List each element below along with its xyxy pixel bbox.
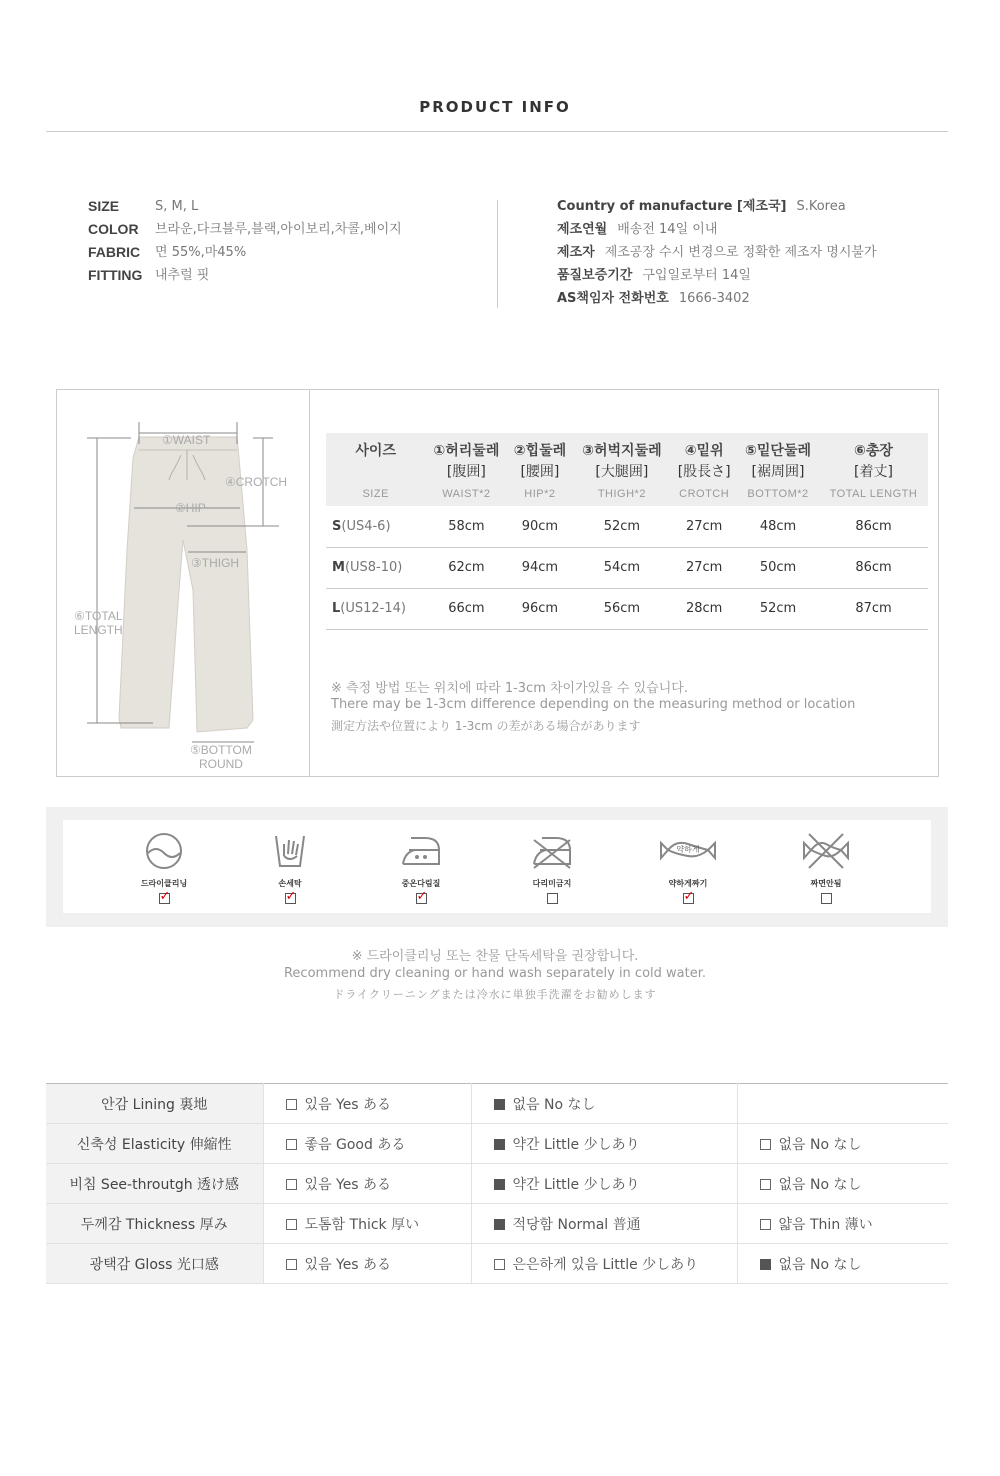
info-row-size <box>88 195 402 218</box>
care-label: 다리미금지 <box>532 879 572 888</box>
attr-option <box>737 1164 948 1204</box>
measure-note-ko: ※ 측정 방법 또는 위치에 따라 1-3cm 차이가있을 수 있습니다. <box>331 681 688 696</box>
header-cell: [大腿囲] <box>595 464 649 480</box>
info-key: AS책임자 전화번호 <box>557 291 669 306</box>
info-value: 제조공장 수시 변경으로 정확한 제조자 명시불가 <box>604 245 877 260</box>
header-cell: ④밑위 <box>684 443 724 459</box>
attr-row-elasticity <box>46 1124 948 1164</box>
care-item-wring-gently <box>653 830 723 908</box>
attr-row-see-through <box>46 1164 948 1204</box>
info-row-date <box>557 218 877 241</box>
option-checkbox <box>494 1099 505 1110</box>
header-cell: ③허벅지둘레 <box>582 443 662 459</box>
info-row-fitting <box>88 264 402 287</box>
option-text: 있음 Yes ある <box>304 1096 392 1113</box>
wash-note-en: Recommend dry cleaning or hand wash separately in cold water. <box>283 966 706 981</box>
care-item-no-wring <box>791 830 861 908</box>
header-cell: [腰囲] <box>520 464 560 480</box>
care-checkbox <box>547 893 558 904</box>
care-item-hand-wash <box>255 830 325 908</box>
info-row-color <box>88 218 402 241</box>
label-bottom <box>190 743 252 771</box>
size-us: (US12-14) <box>340 601 406 616</box>
size-name: M <box>332 560 345 575</box>
option-text: 없음 No なし <box>512 1096 596 1113</box>
care-label: 약하게짜기 <box>668 879 708 888</box>
value-cell: 62cm <box>425 547 507 588</box>
header-cell: BOTTOM*2 <box>747 488 809 500</box>
info-value: 구입일로부터 14일 <box>642 268 751 283</box>
fabric-attribute-table <box>46 1083 948 1284</box>
care-checkbox <box>683 893 694 904</box>
page-title: PRODUCT INFO <box>419 98 571 116</box>
info-key: FITTING <box>88 267 143 283</box>
attr-option <box>471 1124 737 1164</box>
attr-option <box>471 1084 737 1124</box>
value-cell: 86cm <box>819 506 928 547</box>
table-row <box>326 588 928 629</box>
size-table-header-cjk <box>326 460 928 482</box>
size-cell <box>326 506 425 547</box>
value-cell: 54cm <box>573 547 672 588</box>
header-cell: ①허리둘레 <box>433 443 500 459</box>
value-cell: 96cm <box>507 588 572 629</box>
info-key: 제조자 <box>557 245 595 260</box>
attr-option <box>263 1204 471 1244</box>
header-cell: ⑤밑단둘레 <box>745 443 811 459</box>
option-text: 있음 Yes ある <box>304 1176 392 1193</box>
option-text: 은은하게 있음 Little 少しあり <box>512 1256 699 1273</box>
attr-label: 두께감 Thickness 厚み <box>46 1204 263 1244</box>
hand-wash-icon <box>269 830 311 872</box>
measure-note-en: There may be 1-3cm difference depending on the measuring method or location <box>331 697 856 712</box>
attr-label: 광택감 Gloss 光口感 <box>46 1244 263 1284</box>
option-text: 없음 No なし <box>778 1136 862 1153</box>
pants-illustration <box>57 410 310 776</box>
value-cell: 56cm <box>573 588 672 629</box>
info-row-fabric <box>88 241 402 264</box>
info-key: Country of manufacture [제조국] <box>557 199 787 214</box>
attr-option <box>737 1244 948 1284</box>
value-cell: 94cm <box>507 547 572 588</box>
info-key: FABRIC <box>88 244 141 260</box>
attr-row-lining <box>46 1084 948 1124</box>
header-cell: ⑥총장 <box>854 443 893 459</box>
care-item-dry-clean <box>129 830 199 908</box>
attr-label: 신축성 Elasticity 伸縮性 <box>46 1124 263 1164</box>
care-item-iron <box>386 830 456 908</box>
option-checkbox <box>760 1259 771 1270</box>
attr-option <box>737 1124 948 1164</box>
header-cell: WAIST*2 <box>442 488 491 500</box>
care-label: 짜면안됨 <box>810 879 842 888</box>
wash-note-ko: ※ 드라이클리닝 또는 찬물 단독세탁을 권장합니다. <box>351 949 639 964</box>
option-text: 약간 Little 少しあり <box>512 1136 640 1153</box>
size-table <box>326 433 928 630</box>
label-bottom-2: ROUND <box>198 757 243 771</box>
option-text: 없음 No なし <box>778 1176 862 1193</box>
dry-clean-icon <box>143 830 185 872</box>
info-value: 면 55%,마45% <box>155 245 247 260</box>
label-total <box>74 609 123 637</box>
option-checkbox <box>494 1179 505 1190</box>
info-row-country <box>557 195 877 218</box>
header-cell <box>326 460 425 482</box>
value-cell: 66cm <box>425 588 507 629</box>
header-cell: [着丈] <box>854 464 893 480</box>
attr-option <box>737 1204 948 1244</box>
pants-diagram <box>57 390 310 776</box>
info-key: 품질보증기간 <box>557 268 633 283</box>
value-cell: 48cm <box>737 506 819 547</box>
value-cell: 58cm <box>425 506 507 547</box>
size-name: L <box>332 601 341 616</box>
attr-option <box>471 1164 737 1204</box>
info-left-panel <box>88 195 402 287</box>
option-checkbox <box>286 1259 297 1270</box>
value-cell: 52cm <box>737 588 819 629</box>
care-checkbox <box>285 893 296 904</box>
option-checkbox <box>286 1219 297 1230</box>
label-total-2: LENGTH <box>74 623 123 637</box>
label-thigh: ③THIGH <box>191 556 240 570</box>
attr-option <box>471 1204 737 1244</box>
size-us: (US4-6) <box>341 518 391 534</box>
attr-option <box>471 1244 737 1284</box>
title-divider <box>46 131 948 132</box>
header-cell: [裾周囲] <box>751 464 805 480</box>
size-us: (US8-10) <box>344 560 403 575</box>
info-divider <box>497 200 498 308</box>
no-iron-icon <box>530 830 574 872</box>
attr-option <box>263 1244 471 1284</box>
info-right-panel <box>557 195 877 310</box>
label-total-1: ⑥TOTAL <box>74 609 123 623</box>
option-checkbox <box>286 1099 297 1110</box>
option-text: 없음 No なし <box>778 1256 862 1273</box>
header-cell: SIZE <box>362 488 389 500</box>
option-text: 약간 Little 少しあり <box>512 1176 640 1193</box>
option-text: 좋음 Good ある <box>304 1136 406 1153</box>
value-cell: 27cm <box>671 506 737 547</box>
header-cell: HIP*2 <box>524 488 556 500</box>
info-value: S.Korea <box>796 199 846 214</box>
value-cell: 87cm <box>819 588 928 629</box>
wring-gently-icon <box>658 830 718 872</box>
care-label: 손세탁 <box>278 879 302 888</box>
option-checkbox <box>760 1139 771 1150</box>
attr-option <box>263 1164 471 1204</box>
size-name: S <box>332 518 342 534</box>
option-text: 도톰함 Thick 厚い <box>304 1216 420 1233</box>
info-key: SIZE <box>88 198 120 214</box>
table-row <box>326 547 928 588</box>
table-row <box>326 506 928 547</box>
header-cell: 사이즈 <box>355 443 396 459</box>
size-table-header-en <box>326 482 928 506</box>
option-checkbox <box>760 1219 771 1230</box>
label-bottom-1: ⑤BOTTOM <box>190 743 252 757</box>
size-cell <box>326 588 425 629</box>
label-waist: ①WAIST <box>162 433 211 447</box>
info-key: 제조연월 <box>557 222 608 237</box>
no-wring-icon <box>801 830 851 872</box>
iron-medium-icon <box>399 830 443 872</box>
header-cell: THIGH*2 <box>597 488 646 500</box>
header-cell: [腹囲] <box>446 464 486 480</box>
header-cell: ②힙둘레 <box>513 443 567 459</box>
option-text: 있음 Yes ある <box>304 1256 392 1273</box>
care-item-no-iron <box>517 830 587 908</box>
attr-option <box>263 1084 471 1124</box>
attr-label: 비침 See-throutgh 透け感 <box>46 1164 263 1204</box>
info-row-as-phone <box>557 287 877 310</box>
wash-note-jp: ドライクリーニングまたは冷水に単独手洗濯をお勧めします <box>333 988 657 1001</box>
info-key: COLOR <box>88 221 139 237</box>
option-text: 얇음 Thin 薄い <box>778 1216 873 1233</box>
info-row-maker <box>557 241 877 264</box>
care-icons <box>63 820 931 913</box>
label-hip: ②HIP <box>175 501 206 515</box>
attr-label: 안감 Lining 裏地 <box>46 1084 263 1124</box>
attr-row-thickness <box>46 1204 948 1244</box>
option-checkbox <box>760 1179 771 1190</box>
option-checkbox <box>286 1139 297 1150</box>
attr-row-gloss <box>46 1244 948 1284</box>
svg-text:약하게: 약하게 <box>676 845 700 854</box>
value-cell: 86cm <box>819 547 928 588</box>
label-crotch: ④CROTCH <box>225 475 288 489</box>
care-label: 중온다림질 <box>401 879 441 888</box>
care-panel <box>46 807 948 927</box>
value-cell: 90cm <box>507 506 572 547</box>
info-value: 배송전 14일 이내 <box>617 222 718 237</box>
care-checkbox <box>416 893 427 904</box>
size-cell <box>326 547 425 588</box>
attr-option <box>263 1124 471 1164</box>
care-checkbox <box>821 893 832 904</box>
option-checkbox <box>494 1259 505 1270</box>
info-value: 내추럴 핏 <box>155 268 210 283</box>
option-text: 적당함 Normal 普通 <box>512 1216 641 1233</box>
value-cell: 50cm <box>737 547 819 588</box>
header-cell: TOTAL LENGTH <box>829 488 918 500</box>
care-checkbox <box>159 893 170 904</box>
size-chart-box <box>56 389 939 777</box>
value-cell: 52cm <box>573 506 672 547</box>
info-row-warranty <box>557 264 877 287</box>
attr-option-empty <box>737 1084 948 1124</box>
option-checkbox <box>286 1179 297 1190</box>
size-table-header-ko <box>326 433 928 460</box>
value-cell: 28cm <box>671 588 737 629</box>
info-value: 1666-3402 <box>678 291 750 306</box>
info-value: S, M, L <box>155 199 199 214</box>
header-cell: [股長さ] <box>677 464 731 480</box>
measure-note-jp: 測定方法や位置により 1-3cm の差がある場合があります <box>331 719 641 733</box>
header-cell: CROTCH <box>679 488 730 500</box>
info-value: 브라운,다크블루,블랙,아이보리,차콜,베이지 <box>155 222 402 237</box>
care-label: 드라이클리닝 <box>140 879 188 888</box>
option-checkbox <box>494 1219 505 1230</box>
value-cell: 27cm <box>671 547 737 588</box>
option-checkbox <box>494 1139 505 1150</box>
